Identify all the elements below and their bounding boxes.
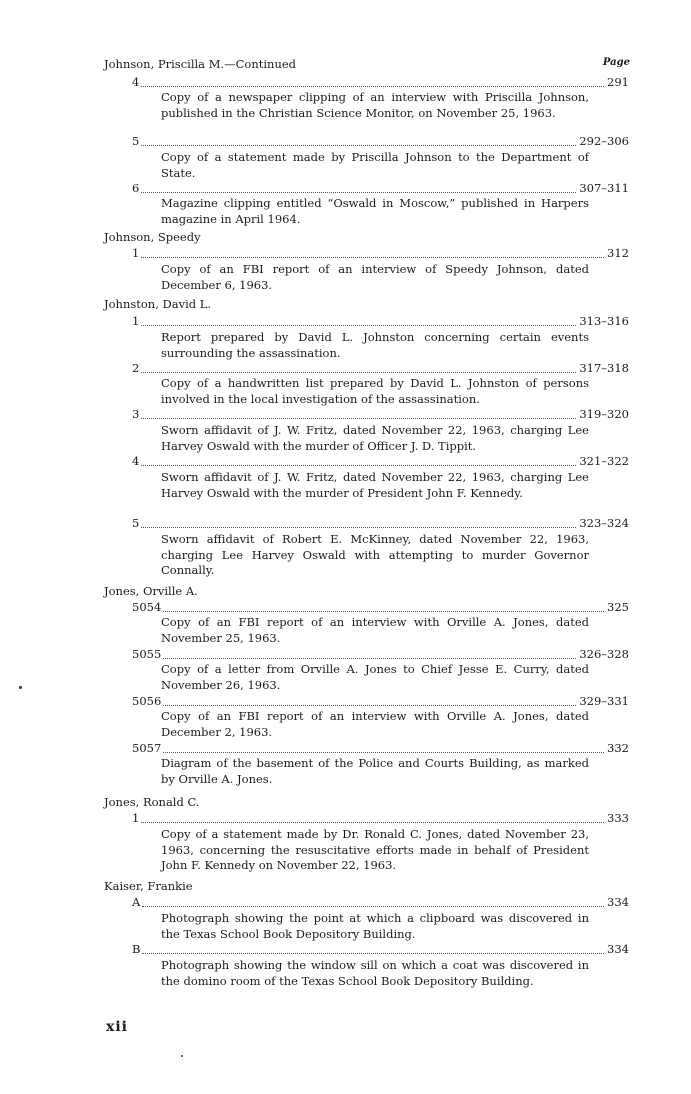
page-range: 321–322 (579, 454, 629, 468)
exhibit-number: 4 (132, 454, 140, 468)
dot-leader (141, 84, 604, 87)
dot-leader (141, 190, 576, 193)
exhibit-description: Copy of a statement made by Priscilla Johnson to the Department of State. (161, 150, 589, 180)
witness-name: Jones, Ronald C. (104, 795, 200, 809)
exhibit-description: Photograph showing the window sill on which a coat was discovered in the domino room of the Texas School Book Depository Building. (161, 958, 589, 988)
exhibit-number: 1 (132, 246, 140, 260)
exhibit-number: 5 (132, 134, 140, 148)
page-range: 325 (607, 600, 629, 614)
exhibit-description: Copy of an FBI report of an interview of Speedy Johnson, dated December 6, 1963. (161, 262, 589, 292)
exhibit-description: Copy of a handwritten list prepared by David L. Johnston of persons involved in the local investigation of the assassination. (161, 376, 589, 406)
exhibit-description: Sworn affidavit of J. W. Fritz, dated November 22, 1963, charging Lee Harvey Oswald with the murder of President John F. Kennedy. (161, 470, 589, 500)
page-range: 333 (607, 811, 629, 825)
exhibit-number: 5 (132, 516, 140, 530)
exhibit-number: B (132, 942, 141, 956)
exhibit-description: Sworn affidavit of J. W. Fritz, dated November 22, 1963, charging Lee Harvey Oswald with the murder of Officer J. D. Tippit. (161, 423, 589, 453)
exhibit-description: Magazine clipping entitled “Oswald in Moscow,” published in Harpers magazine in April 1964. (161, 196, 589, 226)
dot-leader (163, 750, 604, 753)
exhibit-number: 2 (132, 361, 140, 375)
exhibit-description: Copy of a newspaper clipping of an interview with Priscilla Johnson, published in the Christian Science Monitor, on November 25, 1963. (161, 90, 589, 120)
exhibit-description: Diagram of the basement of the Police and Courts Building, as marked by Orville A. Jones. (161, 756, 589, 786)
exhibit-description: Report prepared by David L. Johnston concerning certain events surrounding the assassination. (161, 330, 589, 360)
witness-name: Johnston, David L. (104, 297, 212, 311)
dot-leader (141, 255, 604, 258)
exhibit-description: Copy of a statement made by Dr. Ronald C. Jones, dated November 23, 1963, concerning the resuscitative efforts made in behalf of President John F. Kennedy on November 22, 1963. (161, 827, 589, 873)
page-range: 317–318 (579, 361, 629, 375)
page-range: 307–311 (579, 181, 629, 195)
page-range: 291 (607, 75, 629, 89)
exhibit-number: 6 (132, 181, 140, 195)
dot-leader (141, 820, 604, 823)
exhibit-number: 1 (132, 811, 140, 825)
page-range: 292–306 (579, 134, 629, 148)
page-column-label: Page (602, 57, 630, 68)
exhibit-number: 5055 (132, 647, 162, 661)
page-range: 332 (607, 741, 629, 755)
dot-leader (141, 416, 576, 419)
exhibit-number: 4 (132, 75, 140, 89)
page-range: 312 (607, 246, 629, 260)
dot-leader (142, 951, 604, 954)
exhibit-number: 5057 (132, 741, 162, 755)
exhibit-number: 5054 (132, 600, 162, 614)
dot-leader (141, 143, 576, 146)
page-folio: xii (106, 1019, 128, 1035)
dot-leader (141, 463, 576, 466)
dot-leader (142, 904, 604, 907)
page-range: 323–324 (579, 516, 629, 530)
page-range: 326–328 (579, 647, 629, 661)
dot-leader (141, 370, 576, 373)
dot-leader (163, 703, 576, 706)
exhibit-number: A (132, 895, 141, 909)
exhibit-number: 5056 (132, 694, 162, 708)
page-range: 319–320 (579, 407, 629, 421)
dot-leader (141, 323, 576, 326)
exhibit-description: Copy of a letter from Orville A. Jones to Chief Jesse E. Curry, dated November 26, 1963. (161, 662, 589, 692)
exhibit-description: Sworn affidavit of Robert E. McKinney, dated November 22, 1963, charging Lee Harvey Oswald with attempting to murder Governor Connally. (161, 532, 589, 578)
running-header (104, 57, 630, 73)
scan-speck (19, 686, 22, 689)
continued-heading: Johnson, Priscilla M.—Continued (104, 57, 297, 71)
witness-name: Johnson, Speedy (104, 230, 201, 244)
page-range: 313–316 (579, 314, 629, 328)
exhibit-description: Copy of an FBI report of an interview with Orville A. Jones, dated November 25, 1963. (161, 615, 589, 645)
exhibit-description: Copy of an FBI report of an interview with Orville A. Jones, dated December 2, 1963. (161, 709, 589, 739)
dot-leader (163, 656, 576, 659)
dot-leader (141, 525, 576, 528)
exhibit-description: Photograph showing the point at which a clipboard was discovered in the Texas School Book Depository Building. (161, 911, 589, 941)
page-range: 334 (607, 942, 629, 956)
page-range: 334 (607, 895, 629, 909)
dot-leader (163, 609, 604, 612)
witness-name: Jones, Orville A. (104, 584, 198, 598)
exhibit-number: 1 (132, 314, 140, 328)
scan-speck (181, 1055, 183, 1057)
exhibit-number: 3 (132, 407, 140, 421)
page-range: 329–331 (579, 694, 629, 708)
witness-name: Kaiser, Frankie (104, 879, 193, 893)
